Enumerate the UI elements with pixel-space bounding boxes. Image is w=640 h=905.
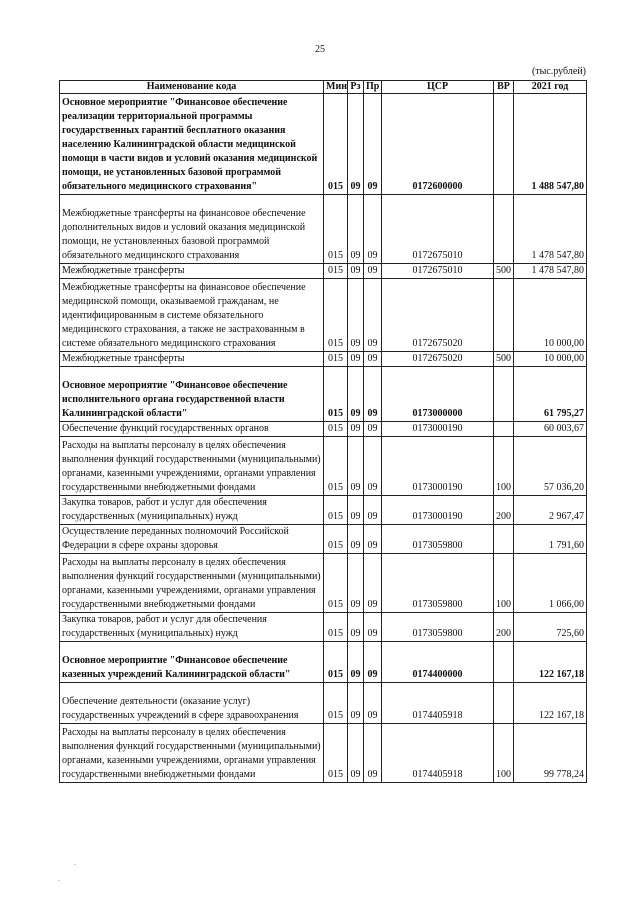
- table-row: [60, 437, 587, 496]
- row-name: Межбюджетные трансферты на финансовое обеспечение медицинской помощи, оказываемой гражданам, не идентифицированным в системе обязательного медицинского страхования, а также не застрахованным в системе обязательного медицинского страхования: [60, 279, 324, 352]
- row-vr: [494, 279, 514, 352]
- row-min: 015: [324, 94, 348, 195]
- row-amount: 57 036,20: [514, 437, 587, 496]
- row-amount: 725,60: [514, 613, 587, 642]
- row-rz: 09: [348, 367, 364, 422]
- row-vr: [494, 683, 514, 724]
- table-row: [60, 613, 587, 642]
- row-rz: 09: [348, 279, 364, 352]
- header-vr: ВР: [494, 81, 514, 94]
- row-pr: 09: [364, 525, 382, 554]
- row-csr: 0172675020: [382, 352, 494, 367]
- table-row: [60, 422, 587, 437]
- row-pr: 09: [364, 195, 382, 264]
- row-amount: 122 167,18: [514, 683, 587, 724]
- scan-speck: .: [58, 874, 60, 883]
- row-pr: 09: [364, 279, 382, 352]
- row-name: Межбюджетные трансферты: [60, 264, 324, 279]
- row-amount: 10 000,00: [514, 279, 587, 352]
- row-rz: 09: [348, 94, 364, 195]
- row-csr: 0174400000: [382, 642, 494, 683]
- row-pr: 09: [364, 496, 382, 525]
- table-row: [60, 724, 587, 783]
- row-name: Основное мероприятие "Финансовое обеспечение казенных учреждений Калининградской области": [60, 642, 324, 683]
- table-row: [60, 554, 587, 613]
- row-vr: [494, 367, 514, 422]
- table-row: [60, 525, 587, 554]
- row-vr: 100: [494, 554, 514, 613]
- row-amount: 10 000,00: [514, 352, 587, 367]
- row-min: 015: [324, 613, 348, 642]
- row-amount: 1 488 547,80: [514, 94, 587, 195]
- row-csr: 0173000000: [382, 367, 494, 422]
- row-amount: 1 478 547,80: [514, 195, 587, 264]
- row-min: 015: [324, 279, 348, 352]
- row-min: 015: [324, 683, 348, 724]
- row-csr: 0173059800: [382, 554, 494, 613]
- row-vr: [494, 525, 514, 554]
- row-name: Обеспечение функций государственных органов: [60, 422, 324, 437]
- row-amount: 60 003,67: [514, 422, 587, 437]
- row-pr: 09: [364, 642, 382, 683]
- row-min: 015: [324, 724, 348, 783]
- row-csr: 0172675020: [382, 279, 494, 352]
- row-pr: 09: [364, 264, 382, 279]
- row-rz: 09: [348, 724, 364, 783]
- row-vr: [494, 94, 514, 195]
- row-vr: 200: [494, 496, 514, 525]
- row-name: Межбюджетные трансферты на финансовое обеспечение дополнительных видов и условий оказания медицинской помощи, не установленных базовой программой обязательного медицинского страхования: [60, 195, 324, 264]
- row-csr: 0173000190: [382, 437, 494, 496]
- row-csr: 0173000190: [382, 422, 494, 437]
- table-row: [60, 496, 587, 525]
- row-vr: [494, 642, 514, 683]
- row-csr: 0172675010: [382, 264, 494, 279]
- row-min: 015: [324, 554, 348, 613]
- table-row: [60, 264, 587, 279]
- page-number: 25: [315, 44, 325, 55]
- row-name: Закупка товаров, работ и услуг для обеспечения государственных (муниципальных) нужд: [60, 496, 324, 525]
- row-rz: 09: [348, 642, 364, 683]
- row-min: 015: [324, 352, 348, 367]
- row-amount: 99 778,24: [514, 724, 587, 783]
- row-amount: 1 478 547,80: [514, 264, 587, 279]
- row-vr: 100: [494, 724, 514, 783]
- header-name: Наименование кода: [60, 81, 324, 94]
- row-amount: 61 795,27: [514, 367, 587, 422]
- row-amount: 2 967,47: [514, 496, 587, 525]
- row-name: Закупка товаров, работ и услуг для обеспечения государственных (муниципальных) нужд: [60, 613, 324, 642]
- table-header-row: [60, 81, 587, 94]
- row-csr: 0172600000: [382, 94, 494, 195]
- row-pr: 09: [364, 94, 382, 195]
- row-name: Основное мероприятие "Финансовое обеспечение исполнительного органа государственной власти Калининградской области": [60, 367, 324, 422]
- units-label: (тыс.рублей): [531, 66, 586, 77]
- header-pr: Пр: [364, 81, 382, 94]
- row-csr: 0174405918: [382, 683, 494, 724]
- row-rz: 09: [348, 496, 364, 525]
- row-rz: 09: [348, 554, 364, 613]
- row-csr: 0173059800: [382, 525, 494, 554]
- row-amount: 1 066,00: [514, 554, 587, 613]
- row-name: Расходы на выплаты персоналу в целях обеспечения выполнения функций государственными (муниципальными) органами, казенными учреждениями, органами управления государственными внебюджетными фондами: [60, 724, 324, 783]
- row-pr: 09: [364, 724, 382, 783]
- row-rz: 09: [348, 613, 364, 642]
- row-name: Осуществление переданных полномочий Российской Федерации в сфере охраны здоровья: [60, 525, 324, 554]
- row-vr: 200: [494, 613, 514, 642]
- row-vr: [494, 195, 514, 264]
- row-rz: 09: [348, 195, 364, 264]
- row-name: Расходы на выплаты персоналу в целях обеспечения выполнения функций государственными (муниципальными) органами, казенными учреждениями, органами управления государственными внебюджетными фондами: [60, 437, 324, 496]
- row-min: 015: [324, 642, 348, 683]
- row-pr: 09: [364, 437, 382, 496]
- row-min: 015: [324, 264, 348, 279]
- table-row: [60, 94, 587, 195]
- scan-speck: .: [74, 858, 76, 867]
- row-rz: 09: [348, 437, 364, 496]
- row-amount: 122 167,18: [514, 642, 587, 683]
- row-name: Межбюджетные трансферты: [60, 352, 324, 367]
- row-rz: 09: [348, 525, 364, 554]
- table-row: [60, 352, 587, 367]
- row-vr: 100: [494, 437, 514, 496]
- row-amount: 1 791,60: [514, 525, 587, 554]
- row-name: Расходы на выплаты персоналу в целях обеспечения выполнения функций государственными (муниципальными) органами, казенными учреждениями, органами управления государственными внебюджетными фондами: [60, 554, 324, 613]
- table-row: [60, 195, 587, 264]
- row-csr: 0173000190: [382, 496, 494, 525]
- row-pr: 09: [364, 554, 382, 613]
- table-row: [60, 279, 587, 352]
- row-csr: 0173059800: [382, 613, 494, 642]
- row-vr: 500: [494, 264, 514, 279]
- table-row: [60, 642, 587, 683]
- row-min: 015: [324, 422, 348, 437]
- budget-table: [59, 80, 587, 783]
- row-rz: 09: [348, 264, 364, 279]
- table-row: [60, 683, 587, 724]
- row-pr: 09: [364, 613, 382, 642]
- row-rz: 09: [348, 683, 364, 724]
- row-min: 015: [324, 525, 348, 554]
- header-csr: ЦСР: [382, 81, 494, 94]
- row-name: Обеспечение деятельности (оказание услуг) государственных учреждений в сфере здравоохранения: [60, 683, 324, 724]
- header-amount: 2021 год: [514, 81, 587, 94]
- row-min: 015: [324, 367, 348, 422]
- row-name: Основное мероприятие "Финансовое обеспечение реализации территориальной программы государственных гарантий бесплатного оказания населению Калининградской области медицинской помощи в части видов и условий оказания медицинской помощи, не установленных базовой программой обязательного медицинского страхования": [60, 94, 324, 195]
- row-rz: 09: [348, 352, 364, 367]
- row-vr: 500: [494, 352, 514, 367]
- table-row: [60, 367, 587, 422]
- row-min: 015: [324, 195, 348, 264]
- row-pr: 09: [364, 422, 382, 437]
- row-csr: 0174405918: [382, 724, 494, 783]
- row-min: 015: [324, 437, 348, 496]
- row-pr: 09: [364, 367, 382, 422]
- header-rz: Рз: [348, 81, 364, 94]
- row-min: 015: [324, 496, 348, 525]
- row-rz: 09: [348, 422, 364, 437]
- header-min: Мин: [324, 81, 348, 94]
- row-pr: 09: [364, 683, 382, 724]
- row-pr: 09: [364, 352, 382, 367]
- row-csr: 0172675010: [382, 195, 494, 264]
- row-vr: [494, 422, 514, 437]
